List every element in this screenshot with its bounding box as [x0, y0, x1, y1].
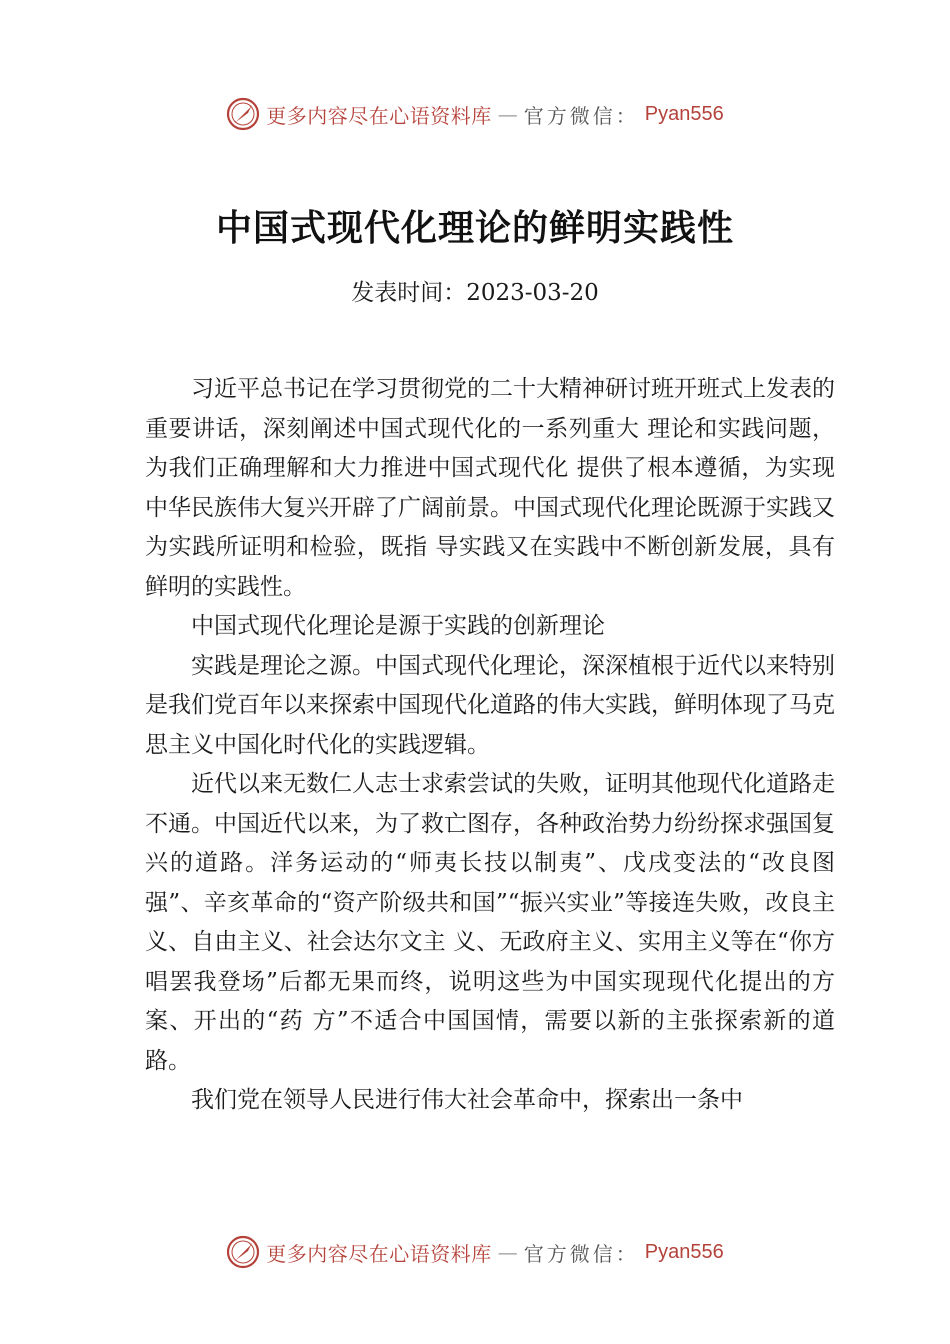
- document-body: [145, 370, 835, 1121]
- paragraph-intro: 习近平总书记在学习贯彻党的二十大精神研讨班开班式上发表的重要讲话，深刻阐述中国式现代化的一系列重大 理论和实践问题，为我们正确理解和大力推进中国式现代化 提供了根本遵循，为实现中华民族伟大复兴开辟了广阔前景。中国式现代化理论既源于实践又为实践所证明和检验，既指 导实践又在实践中不断创新发展，具有鲜明的实践性。: [145, 376, 835, 600]
- quill-seal-icon: [226, 97, 260, 131]
- section-heading: 中国式现代化理论是源于实践的创新理论: [191, 613, 605, 639]
- document-title: 中国式现代化理论的鲜明实践性: [215, 207, 734, 249]
- paragraph: 近代以来无数仁人志士求索尝试的失败，证明其他现代化道路走不通。中国近代以来，为了救亡图存，各种政治势力纷纷探求强国复兴的道路。洋务运动的“师夷长技以制夷”、戊戌变法的“改良图强”、辛亥革命的“资产阶级共和国”“振兴实业”等接连失败，改良主义、自由主义、社会达尔文主 义、无政府主义、实用主义等在“你方唱罢我登场”后都无果而终，说明这些为中国实现现代化提出的方案、开出的“药 方”不适合中国国情，需要以新的主张探索新的道路。: [145, 771, 835, 1074]
- banner-wechat-id: Pyan556: [644, 102, 724, 125]
- banner-wechat-id: Pyan556: [644, 1240, 724, 1263]
- banner-wechat-label: 官方微信：: [523, 103, 639, 128]
- banner-dash: —: [497, 1240, 518, 1264]
- banner-text: 更多内容尽在心语资料库: [266, 103, 492, 128]
- quill-seal-icon: [226, 1235, 260, 1269]
- header-banner: [0, 92, 950, 136]
- paragraph: 我们党在领导人民进行伟大社会革命中，探索出一条中: [191, 1087, 743, 1113]
- paragraph: 实践是理论之源。中国式现代化理论，深深植根于近代以来特别是我们党百年以来探索中国现代化道路的伟大实践，鲜明体现了马克思主义中国化时代化的实践逻辑。: [145, 652, 835, 758]
- banner-dash: —: [497, 102, 518, 126]
- banner-text: 更多内容尽在心语资料库: [266, 1241, 492, 1266]
- banner-wechat-label: 官方微信：: [523, 1241, 639, 1266]
- footer-banner: [0, 1230, 950, 1274]
- publish-date: 发表时间：2023-03-20: [351, 280, 599, 306]
